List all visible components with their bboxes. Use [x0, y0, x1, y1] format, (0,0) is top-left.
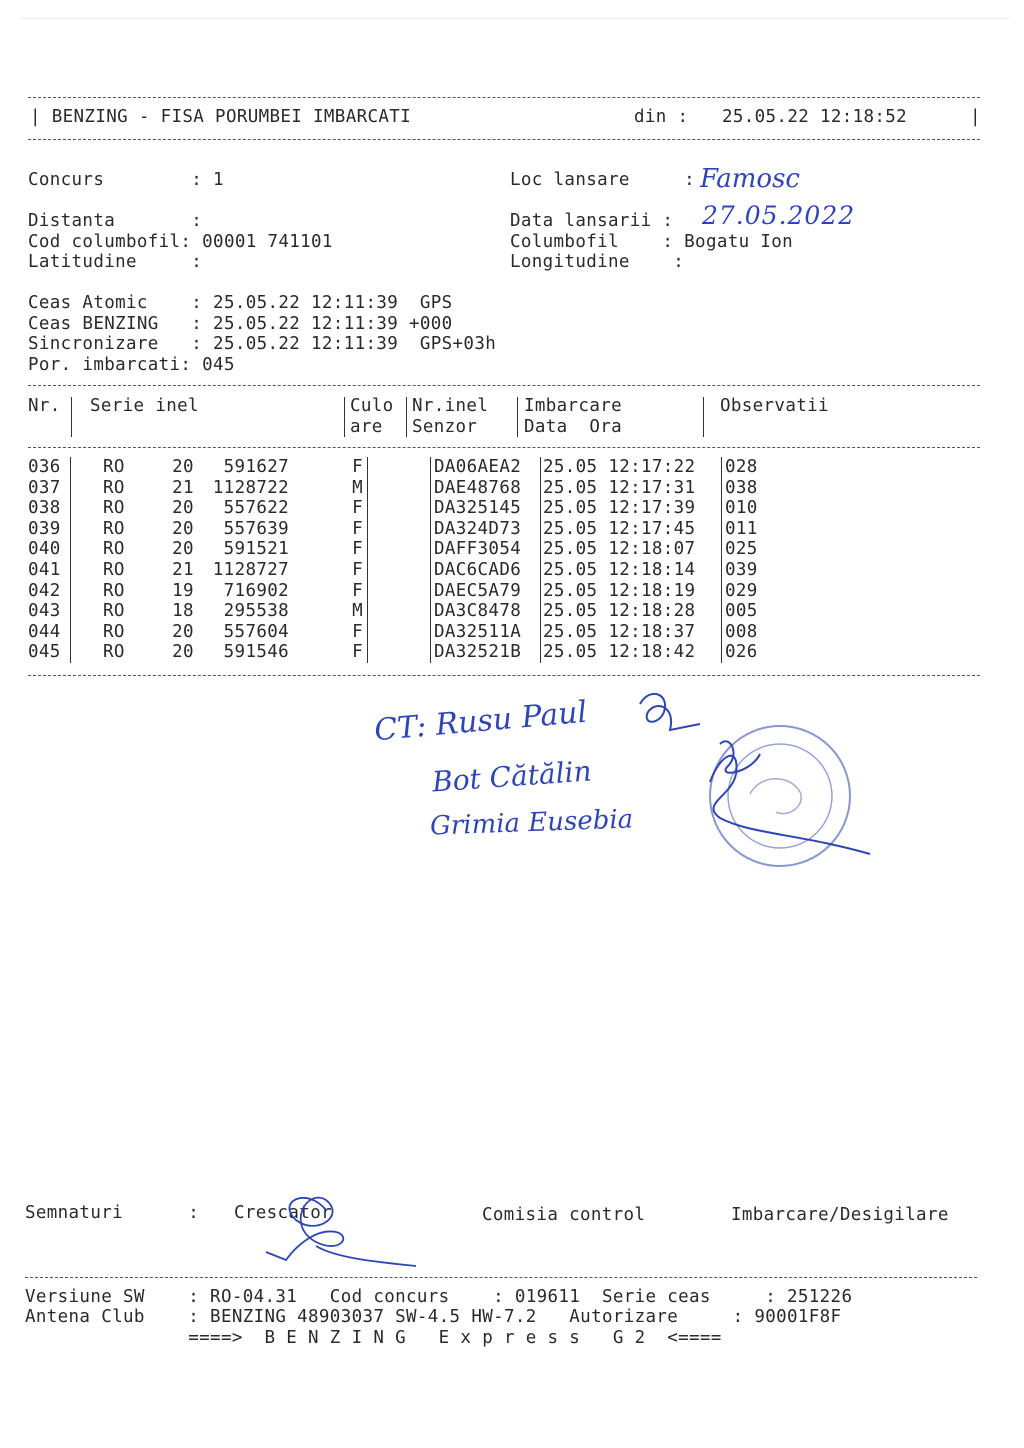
table-row	[28, 519, 758, 540]
handwritten-commission-line-3: Grimia Eusebia	[429, 804, 634, 842]
handwritten-commission-line-1: CT: Rusu Paul	[372, 694, 589, 749]
row-country: RO	[103, 457, 125, 477]
row-datetime: 25.05 12:18:42	[541, 642, 722, 663]
crescator-label: Crescator	[234, 1203, 332, 1223]
col-header-observatii: Observatii	[720, 396, 829, 416]
latitudine-line: Latitudine :	[28, 252, 203, 272]
table-top-rule	[28, 385, 980, 386]
footer-rule	[25, 1277, 977, 1278]
row-nr: 044	[28, 622, 71, 643]
row-ring-number: 1128727	[212, 559, 289, 580]
row-nr: 041	[28, 560, 71, 581]
header-top-rule	[28, 97, 980, 98]
row-nr: 040	[28, 539, 71, 560]
row-datetime: 25.05 12:18:19	[541, 581, 722, 602]
pigeon-table	[28, 457, 758, 663]
col-header-are: are	[350, 417, 383, 437]
row-observation: 005	[725, 601, 758, 622]
row-observation: 028	[725, 457, 758, 477]
row-datetime: 25.05 12:17:22	[541, 457, 722, 478]
header-divider	[71, 397, 72, 437]
col-header-nr-inel: Nr.inel	[412, 396, 489, 416]
antena-line: Antena Club : BENZING 48903037 SW-4.5 HW-7.2 Autorizare : 90001F8F	[25, 1307, 842, 1327]
row-sensor: DAC6CAD6	[431, 560, 541, 581]
row-country: RO	[103, 621, 125, 642]
columbofil-line: Columbofil : Bogatu Ion	[510, 232, 794, 252]
row-color	[368, 581, 431, 602]
row-sensor: DA325145	[431, 498, 541, 519]
header-divider	[406, 397, 407, 437]
header-end-bar: |	[970, 107, 981, 127]
row-ring-number: 295538	[223, 601, 289, 622]
row-observation: 011	[725, 518, 758, 539]
row-datetime: 25.05 12:17:31	[541, 478, 722, 499]
row-observation: 025	[725, 539, 758, 560]
row-ring-number: 557604	[223, 621, 289, 642]
row-year: 21	[172, 477, 194, 498]
row-color	[368, 457, 431, 478]
data-lansarii-handwritten: 27.05.2022	[702, 201, 856, 230]
col-header-culo: Culo	[350, 396, 394, 416]
ceas-atomic-line: Ceas Atomic : 25.05.22 12:11:39 GPS	[28, 293, 453, 313]
row-sensor: DA3C8478	[431, 601, 541, 622]
row-sex: F	[295, 622, 368, 643]
ceas-benzing-line: Ceas BENZING : 25.05.22 12:11:39 +000	[28, 314, 453, 334]
row-sensor: DA06AEA2	[431, 457, 541, 478]
row-nr: 038	[28, 498, 71, 519]
row-ring-number: 1128722	[212, 477, 289, 498]
row-year: 20	[172, 642, 194, 663]
table-row	[28, 560, 758, 581]
row-country: RO	[103, 559, 125, 580]
row-color	[368, 622, 431, 643]
table-row	[28, 539, 758, 560]
row-year: 18	[172, 601, 194, 622]
row-year: 20	[172, 518, 194, 539]
row-sex: F	[295, 642, 368, 663]
row-sensor: DA32511A	[431, 622, 541, 643]
scan-edge	[20, 18, 1010, 19]
din-value: 25.05.22 12:18:52	[722, 107, 908, 127]
loc-lansare-label: Loc lansare :	[510, 170, 696, 190]
row-country: RO	[103, 539, 125, 560]
header-divider	[703, 397, 704, 437]
row-nr: 045	[28, 642, 71, 663]
row-sensor: DAFF3054	[431, 539, 541, 560]
col-header-serie: Serie inel	[90, 396, 199, 416]
col-header-senzor: Senzor	[412, 417, 478, 437]
row-year: 20	[172, 621, 194, 642]
row-year: 19	[172, 580, 194, 601]
row-sex: F	[295, 539, 368, 560]
row-sensor: DA324D73	[431, 519, 541, 540]
row-sensor: DA32521B	[431, 642, 541, 663]
header-divider	[344, 397, 345, 437]
row-nr: 037	[28, 478, 71, 499]
row-sensor: DAE48768	[431, 478, 541, 499]
semnaturi-label: Semnaturi :	[25, 1203, 200, 1223]
row-datetime: 25.05 12:17:45	[541, 519, 722, 540]
col-header-data-ora: Data Ora	[524, 417, 622, 437]
por-imbarcati-line: Por. imbarcati: 045	[28, 355, 235, 375]
row-observation: 010	[725, 498, 758, 519]
row-country: RO	[103, 642, 125, 663]
row-observation: 029	[725, 580, 758, 601]
row-observation: 039	[725, 559, 758, 580]
din-label: din :	[634, 107, 689, 127]
row-sensor: DAEC5A79	[431, 581, 541, 602]
table-row	[28, 601, 758, 622]
row-year: 20	[172, 539, 194, 560]
row-country: RO	[103, 477, 125, 498]
comisia-control-label: Comisia control	[482, 1205, 646, 1225]
sincronizare-line: Sincronizare : 25.05.22 12:11:39 GPS+03h	[28, 334, 497, 354]
longitudine-line: Longitudine :	[510, 252, 685, 272]
cod-columbofil-line: Cod columbofil: 00001 741101	[28, 232, 333, 252]
table-header-rule	[28, 447, 980, 448]
document-title: | BENZING - FISA PORUMBEI IMBARCATI	[30, 107, 412, 127]
row-ring-number: 557639	[223, 518, 289, 539]
row-datetime: 25.05 12:17:39	[541, 498, 722, 519]
table-row	[28, 457, 758, 478]
col-header-imbarcare: Imbarcare	[524, 396, 622, 416]
concurs-line: Concurs : 1	[28, 170, 224, 190]
table-row	[28, 622, 758, 643]
crescator-signature	[256, 1186, 426, 1278]
row-observation: 038	[725, 477, 758, 498]
row-year: 20	[172, 498, 194, 519]
table-row	[28, 478, 758, 499]
table-bottom-rule	[28, 675, 980, 676]
row-color	[368, 601, 431, 622]
row-datetime: 25.05 12:18:28	[541, 601, 722, 622]
row-color	[368, 539, 431, 560]
table-row	[28, 581, 758, 602]
table-row	[28, 642, 758, 663]
row-year: 20	[172, 457, 194, 477]
row-sex: M	[295, 478, 368, 499]
row-year: 21	[172, 559, 194, 580]
header-divider	[517, 397, 518, 437]
row-ring-number: 591521	[223, 539, 289, 560]
row-nr: 042	[28, 581, 71, 602]
association-stamp	[680, 714, 880, 874]
row-sex: F	[295, 519, 368, 540]
imbarcare-desigilare-label: Imbarcare/Desigilare	[731, 1205, 949, 1225]
row-datetime: 25.05 12:18:14	[541, 560, 722, 581]
row-color	[368, 478, 431, 499]
data-lansarii-label: Data lansarii :	[510, 211, 674, 231]
row-color	[368, 498, 431, 519]
versiune-line: Versiune SW : RO-04.31 Cod concurs : 019611 Serie ceas : 251226	[25, 1287, 853, 1307]
row-ring-number: 716902	[223, 580, 289, 601]
row-country: RO	[103, 498, 125, 519]
row-sex: F	[295, 581, 368, 602]
row-ring-number: 591546	[223, 642, 289, 663]
row-nr: 043	[28, 601, 71, 622]
row-observation: 008	[725, 621, 758, 642]
loc-lansare-handwritten: Famosc	[700, 164, 800, 194]
row-color	[368, 642, 431, 663]
row-color	[368, 519, 431, 540]
row-sex: F	[295, 560, 368, 581]
row-sex: F	[295, 457, 368, 478]
row-country: RO	[103, 518, 125, 539]
row-nr: 039	[28, 519, 71, 540]
row-ring-number: 591627	[223, 457, 289, 477]
row-datetime: 25.05 12:18:07	[541, 539, 722, 560]
row-color	[368, 560, 431, 581]
col-header-nr: Nr.	[28, 396, 61, 416]
handwritten-commission-line-2: Bot Cătălin	[431, 754, 593, 799]
row-country: RO	[103, 580, 125, 601]
header-bottom-rule	[28, 139, 980, 140]
distanta-line: Distanta :	[28, 211, 203, 231]
row-observation: 026	[725, 642, 758, 663]
table-row	[28, 498, 758, 519]
benzing-express-line: ====> B E N Z I N G E x p r e s s G 2 <====	[25, 1328, 722, 1348]
row-datetime: 25.05 12:18:37	[541, 622, 722, 643]
row-country: RO	[103, 601, 125, 622]
row-sex: M	[295, 601, 368, 622]
row-ring-number: 557622	[223, 498, 289, 519]
row-nr: 036	[28, 457, 71, 478]
row-sex: F	[295, 498, 368, 519]
